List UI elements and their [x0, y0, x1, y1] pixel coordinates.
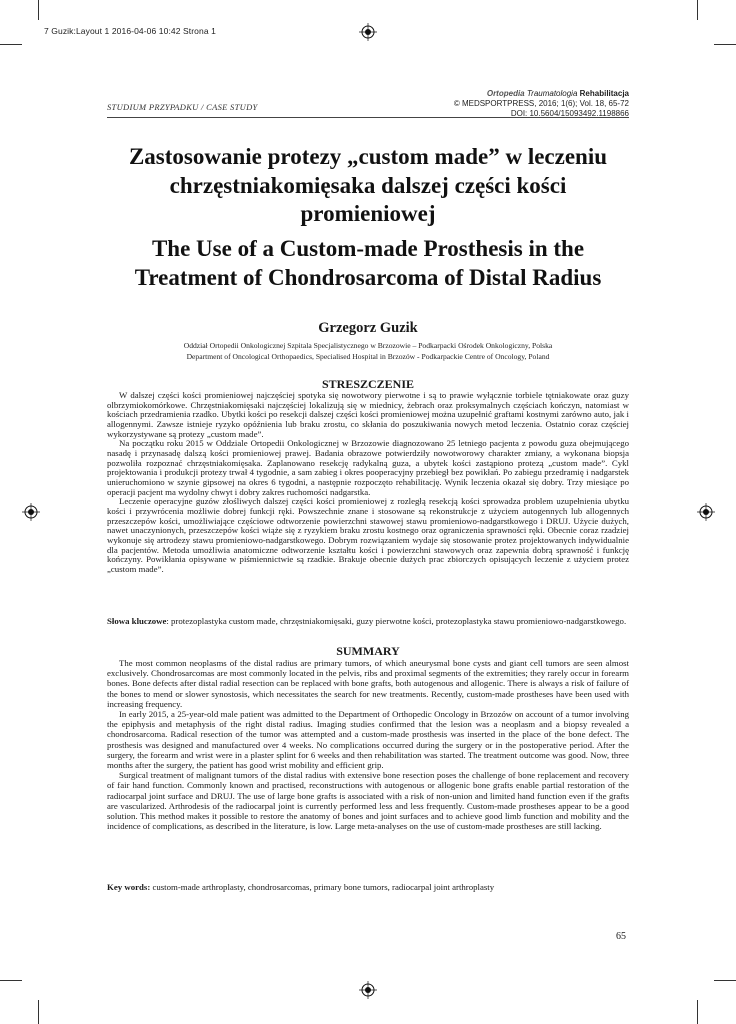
keywords-en-text: custom-made arthroplasty, chondrosarcomas, primary bone tumors, radiocarpal joint arthroplasty [150, 882, 495, 892]
registration-mark-bottom-icon [359, 981, 377, 999]
crop-mark-bl-h [0, 980, 22, 981]
keywords-en-label: Key words: [107, 882, 151, 892]
keywords-english [107, 882, 629, 893]
abstract-pl-paragraph: Na początku roku 2015 w Oddziale Ortopedii Onkologicznej w Brzozowie diagnozowano 25 letniego pacjenta z powodu guza obejmującego nasadę i przynasadę dalszą kości promieniowej prawej. Badania obrazowe potwierdziły nowotworowy charakter zmiany, a wykonana biopsja pozwoliła rozpoznać chrzęstniakomięsaka. Zaplanowano resekcję radykalną guza, a ubytek kości zastąpiono protezą „custom made”. Cykl projektowania i produkcji protezy trwał 4 tygodnie, a sam zabieg i okres pooperacyjny przebiegł bez powikłań. Po zabiegu przedramię i nadgarstek unieruchomiono w szynie gipsowej na okres 6 tygodni, a następnie rozpoczęto rehabilitację. Wynik leczenia okazał się dobry. Trzy miesiące po operacji pacjent ma wydolny chwyt i dobry zakres ruchomości nadgarstka. [107, 438, 629, 497]
affiliation-english: Department of Oncological Orthopaedics, Specialised Hospital in Brzozów - Podkarpackie Centre of Oncology, Poland [186, 352, 550, 361]
section-label-en: CASE STUDY [206, 102, 258, 112]
abstract-en-paragraph: In early 2015, a 25-year-old male patient was admitted to the Department of Orthopedic Oncology in Brzozów on account of a tumor involving the epiphysis and metaphysis of the right distal radius. Imaging studies confirmed that the lesion was a neoplasm and a biopsy revealed a chondrosarcoma. Radical resection of the tumor was attempted and a custom-made prosthesis was inserted in the place of the bone defect. The prosthesis was designed and manufactured over 4 weeks. No complications occurred during the surgery or in the postoperative period. After the surgery, the forearm and wrist were in a plaster splint for 6 weeks and then rehabilitation was started. The treatment outcome was good. Now, three months after the surgery, the patient has good wrist mobility and efficient grip. [107, 709, 629, 771]
title-english: The Use of a Custom-made Prosthesis in the Treatment of Chondrosarcoma of Distal Radius [134, 236, 602, 290]
crop-mark-bl-v [38, 1000, 39, 1024]
abstract-en-paragraph: The most common neoplasms of the distal radius are primary tumors, of which aneurysmal bone cysts and giant cell tumors are seen almost exclusively. Chondrosarcomas are most commonly located in the pelvis, ribs and proximal segments of the extremities; they rarely occur in forearm bones. Bone defects after distal radial resection can be replaced with bone grafts, both autogenous and allogenic. There is always a risk of failure of the bones to mend or slower synostosis, which necessitates the search for new treatments. Recently, custom-made prostheses have been used with increasing frequency. [107, 658, 629, 709]
abstract-polish [107, 391, 629, 574]
print-slug: 7 Guzik:Layout 1 2016-04-06 10:42 Strona 1 [44, 26, 216, 36]
journal-name-traumatologia: Traumatologia [526, 89, 578, 98]
heading-streszczenie: STRESZCZENIE [321, 377, 415, 391]
header-rule [107, 117, 629, 118]
registration-mark-top-icon [359, 23, 377, 41]
author-name: Grzegorz Guzik [318, 320, 418, 336]
journal-info [454, 89, 629, 119]
crop-mark-br-v [697, 1000, 698, 1024]
crop-mark-tl-h [0, 44, 22, 45]
abstract-pl-paragraph: Leczenie operacyjne guzów złośliwych dalszej części kości promieniowej z rozległą resekcją kości sprowadza problem uzupełnienia ubytku kości i przywrócenia możliwie dobrej funkcji ręki. Powszechnie znane i stosowane są rekonstrukcje z użyciem autogennych lub allogennych przeszczepów kości, umożliwiające częściowe odtworzenie powierzchni stawowej stawu promieniowo-nadgarstkowego i DRUJ. Użycie dużych, nawet unaczynionych, przeszczepów kości wiąże się z ryzykiem braku zrostu kostnego oraz ograniczenia sprawności ręki. Obecnie coraz rzadziej wykonuje się artrodezy stawu promieniowo-nadgarstkowego. Dobrym rozwiązaniem wydaje się stosowanie protez projektowanych indywidualnie dla pacjentów. Metoda umożliwia anatomiczne odtworzenie kształtu kości i powierzchni stawowych oraz zapewnia dobrą sprawność i funkcję kończyny. Powikłania opisywane w piśmiennictwie są rzadkie. Brakuje obecnie dużych prac zbiorczych opisujących leczenie z użyciem protez „custom made”. [107, 496, 629, 574]
abstract-english [107, 658, 629, 831]
crop-mark-br-h [714, 980, 736, 981]
registration-mark-right-icon [697, 503, 715, 521]
journal-citation: © MEDSPORTPRESS, 2016; 1(6); Vol. 18, 65-72 [453, 99, 629, 108]
section-label [107, 102, 258, 112]
keywords-polish [107, 616, 629, 627]
affiliation [107, 340, 629, 362]
crop-mark-tl-v [38, 0, 39, 20]
journal-doi: DOI: 10.5604/15093492.1198866 [510, 109, 629, 118]
crop-mark-tr-v [697, 0, 698, 20]
keywords-pl-text: : protezoplastyka custom made, chrzęstniakomięsaki, guzy pierwotne kości, protezoplastyka stawu promieniowo-nadgarstkowego. [166, 616, 627, 626]
crop-mark-tr-h [714, 44, 736, 45]
section-label-pl: STUDIUM PRZYPADKU [107, 102, 199, 112]
registration-mark-left-icon [22, 503, 40, 521]
journal-name-rehabilitacja: Rehabilitacja [579, 89, 629, 98]
page-number: 65 [616, 931, 626, 942]
title-polish: Zastosowanie protezy „custom made” w leczeniu chrzęstniakomięsaka dalszej części kości promieniowej [128, 144, 608, 226]
abstract-en-paragraph: Surgical treatment of malignant tumors of the distal radius with extensive bone resection poses the challenge of bone replacement and recovery of fair hand function. Commonly known and practised, reconstructions with autogenous or allogenic bone grafts enable partial restoration of the radiocarpal joint surface and DRUJ. The use of large bone grafts is associated with a risk of non-union and limited hand function even if the grafts are vascularized. Arthrodesis of the radiocarpal joint is currently performed less and less frequently. Custom-made prostheses appear to be a good solution. This method makes it possible to restore the anatomy of bones and joint surfaces and to achieve good limb function and mobility and the incidence of complications, as described in the literature, is low. Large meta-analyses on the use of custom-made prostheses are still lacking. [107, 770, 629, 832]
keywords-pl-label: Słowa kluczowe [107, 616, 167, 626]
section-separator: / [198, 102, 207, 112]
journal-name-ortopedia: Ortopedia [486, 89, 525, 98]
abstract-pl-paragraph: W dalszej części kości promieniowej najczęściej spotyka się nowotwory pierwotne i są to prawie wyłącznie torbiele tętniakowate oraz guzy olbrzymiokomórkowe. Chrzęstniakomięsaki najczęściej lokalizują się w miednicy, żebrach oraz proksymalnych częściach kończyn, natomiast w kościach przedramienia rzadko. Ubytki kości po resekcji dalszej części kości promieniowej można uzupełnić graftami kostnymi zarówno auto, jak i allogennymi. Zawsze istnieje ryzyko opóźnienia lub braku zrostu, co skłania do poszukiwania nowych metod leczenia. Ostatnio coraz częściej wykorzystywane są protezy „custom made”. [107, 390, 629, 439]
heading-summary: SUMMARY [336, 644, 400, 658]
affiliation-polish: Oddział Ortopedii Onkologicznej Szpitala Specjalistycznego w Brzozowie – Podkarpacki Ośrodek Onkologiczny, Polska [183, 341, 553, 350]
